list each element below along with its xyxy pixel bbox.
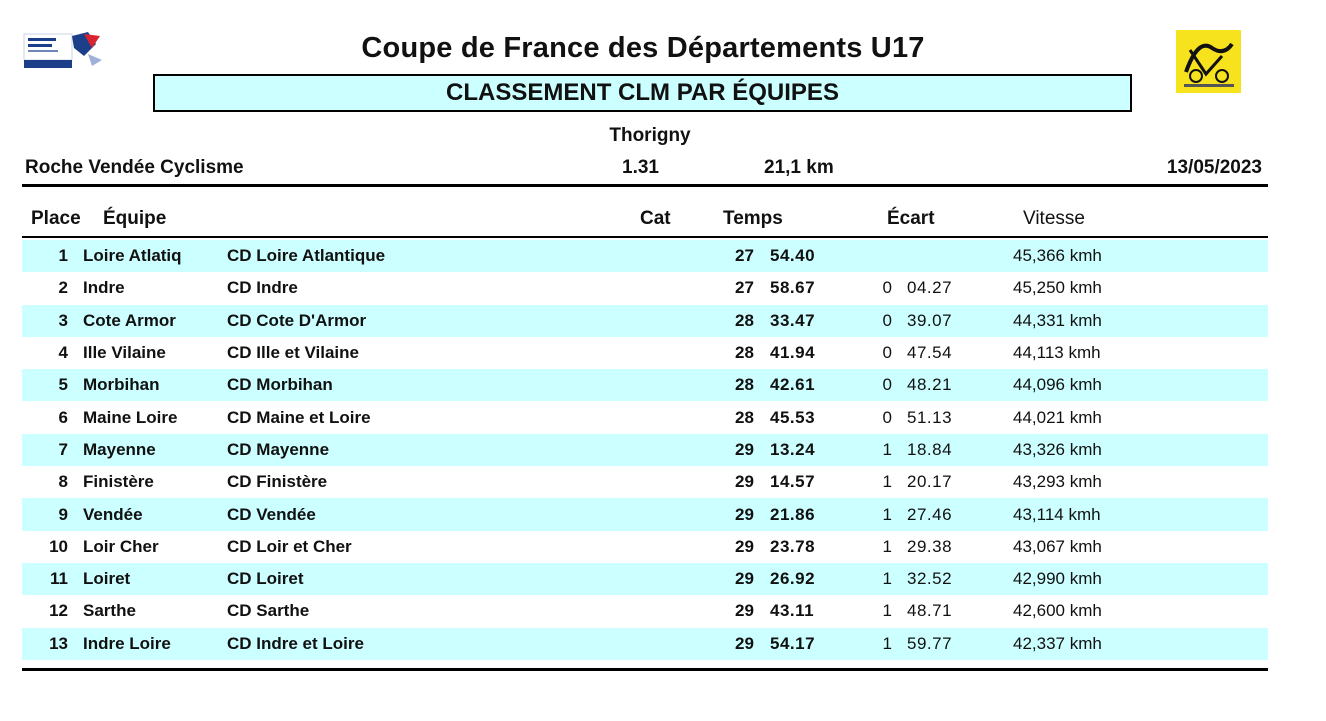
row-short-name: Ille Vilaine: [83, 343, 166, 363]
row-place: 12: [49, 601, 68, 621]
row-time-seconds: 33.47: [770, 310, 816, 330]
row-time-seconds: 54.40: [770, 246, 816, 266]
table-row: [22, 466, 1268, 498]
row-place: 11: [50, 569, 68, 589]
column-header-team: Équipe: [103, 208, 167, 229]
row-gap-seconds: 32.52: [907, 569, 953, 589]
column-header-speed: Vitesse: [1023, 208, 1085, 229]
row-time-seconds: 26.92: [770, 569, 816, 589]
row-place: 3: [58, 310, 68, 330]
row-time-minutes: 28: [735, 343, 754, 363]
row-team: CD Ille et Vilaine: [227, 343, 359, 363]
row-team: CD Indre: [227, 278, 298, 298]
row-time-seconds: 14.57: [770, 472, 816, 492]
row-gap-minutes: 1: [882, 633, 892, 653]
row-time-minutes: 29: [735, 472, 754, 492]
row-gap-minutes: 1: [882, 439, 892, 459]
table-row: [22, 401, 1268, 433]
row-team: CD Loire Atlantique: [227, 246, 386, 266]
row-speed: 45,250 kmh: [1013, 278, 1102, 298]
row-speed: 43,067 kmh: [1013, 536, 1102, 556]
row-gap-minutes: 0: [882, 375, 892, 395]
row-short-name: Loiret: [83, 569, 131, 589]
row-time-minutes: 29: [735, 601, 754, 621]
row-speed: 44,096 kmh: [1013, 375, 1102, 395]
race-date: 13/05/2023: [1166, 157, 1262, 178]
row-team: CD Maine et Loire: [227, 407, 371, 427]
table-row: [22, 595, 1268, 627]
row-speed: 44,113 kmh: [1013, 343, 1101, 363]
row-gap-minutes: 0: [882, 407, 892, 427]
row-time-seconds: 43.11: [770, 601, 815, 621]
row-team: CD Loiret: [227, 569, 304, 589]
race-coefficient: 1.31: [622, 157, 659, 178]
row-gap-minutes: 1: [882, 504, 892, 524]
table-row: [22, 240, 1268, 272]
row-time-seconds: 23.78: [770, 536, 816, 556]
row-team: CD Sarthe: [227, 601, 310, 621]
footer-divider: [22, 668, 1268, 671]
row-time-minutes: 28: [735, 375, 754, 395]
row-speed: 42,337 kmh: [1013, 633, 1102, 653]
row-time-seconds: 21.86: [770, 504, 816, 524]
row-short-name: Finistère: [83, 472, 154, 492]
row-team: CD Morbihan: [227, 375, 333, 395]
row-short-name: Indre: [83, 278, 125, 298]
row-team: CD Loir et Cher: [227, 536, 352, 556]
row-gap-minutes: 1: [882, 536, 892, 556]
row-place: 10: [49, 536, 68, 556]
row-gap-minutes: 0: [882, 278, 892, 298]
column-header-divider: [22, 236, 1268, 238]
row-time-minutes: 29: [735, 439, 754, 459]
row-time-minutes: 27: [735, 246, 754, 266]
row-place: 1: [58, 246, 68, 266]
column-header-cat: Cat: [640, 208, 671, 229]
race-distance: 21,1 km: [764, 157, 834, 178]
row-short-name: Sarthe: [83, 601, 136, 621]
row-gap-seconds: 27.46: [907, 504, 953, 524]
row-time-minutes: 28: [735, 407, 754, 427]
row-speed: 42,990 kmh: [1013, 569, 1102, 589]
row-gap-seconds: 20.17: [907, 472, 953, 492]
row-gap-seconds: 48.21: [907, 375, 953, 395]
table-row: [22, 337, 1268, 369]
row-place: 8: [58, 472, 68, 492]
row-speed: 44,331 kmh: [1013, 310, 1102, 330]
row-gap-seconds: 47.54: [907, 343, 953, 363]
row-place: 6: [58, 407, 68, 427]
row-time-seconds: 54.17: [770, 633, 816, 653]
table-row: [22, 531, 1268, 563]
row-place: 13: [49, 633, 68, 653]
table-row: [22, 434, 1268, 466]
row-team: CD Mayenne: [227, 439, 330, 459]
row-short-name: Indre Loire: [83, 633, 171, 653]
row-gap-seconds: 51.13: [907, 407, 953, 427]
row-short-name: Loir Cher: [83, 536, 159, 556]
row-speed: 45,366 kmh: [1013, 246, 1102, 266]
column-header-gap: Écart: [887, 208, 935, 229]
row-place: 7: [58, 439, 68, 459]
header-divider: [22, 184, 1268, 187]
table-row: [22, 498, 1268, 530]
row-short-name: Mayenne: [83, 439, 156, 459]
row-place: 4: [58, 343, 68, 363]
row-short-name: Cote Armor: [83, 310, 176, 330]
row-time-minutes: 29: [735, 633, 754, 653]
row-time-seconds: 13.24: [770, 439, 816, 459]
row-time-seconds: 58.67: [770, 278, 816, 298]
row-gap-seconds: 59.77: [907, 633, 953, 653]
row-speed: 42,600 kmh: [1013, 601, 1102, 621]
row-time-seconds: 45.53: [770, 407, 816, 427]
table-row: [22, 628, 1268, 660]
page-title: Coupe de France des Départements U17: [361, 32, 925, 64]
organizer-name: Roche Vendée Cyclisme: [25, 157, 244, 178]
row-gap-seconds: 04.27: [907, 278, 953, 298]
row-gap-minutes: 1: [882, 601, 892, 621]
row-time-minutes: 28: [735, 310, 754, 330]
row-team: CD Finistère: [227, 472, 328, 492]
row-place: 9: [58, 504, 68, 524]
table-row: [22, 272, 1268, 304]
row-team: CD Vendée: [227, 504, 316, 524]
row-time-minutes: 29: [735, 536, 754, 556]
column-header-place: Place: [31, 208, 81, 229]
row-speed: 44,021 kmh: [1013, 407, 1102, 427]
row-speed: 43,293 kmh: [1013, 472, 1102, 492]
row-gap-seconds: 39.07: [907, 310, 953, 330]
row-time-minutes: 27: [735, 278, 754, 298]
row-gap-minutes: 1: [882, 472, 892, 492]
row-speed: 43,326 kmh: [1013, 439, 1102, 459]
row-short-name: Maine Loire: [83, 407, 178, 427]
results-table: [22, 240, 1268, 660]
row-gap-seconds: 18.84: [907, 439, 953, 459]
row-gap-minutes: 0: [882, 310, 892, 330]
row-time-seconds: 42.61: [770, 375, 816, 395]
row-gap-seconds: 48.71: [907, 601, 953, 621]
race-location: Thorigny: [609, 125, 691, 146]
row-speed: 43,114 kmh: [1013, 504, 1101, 524]
column-header-time: Temps: [723, 208, 783, 229]
row-gap-seconds: 29.38: [907, 536, 953, 556]
row-team: CD Indre et Loire: [227, 633, 364, 653]
row-place: 2: [58, 278, 68, 298]
row-team: CD Cote D'Armor: [227, 310, 367, 330]
row-short-name: Vendée: [83, 504, 143, 524]
table-row: [22, 369, 1268, 401]
row-gap-minutes: 0: [882, 343, 892, 363]
row-time-seconds: 41.94: [770, 343, 816, 363]
row-place: 5: [58, 375, 68, 395]
classification-title: CLASSEMENT CLM PAR ÉQUIPES: [153, 74, 1132, 112]
row-gap-minutes: 1: [882, 569, 892, 589]
table-row: [22, 305, 1268, 337]
row-time-minutes: 29: [735, 504, 754, 524]
row-time-minutes: 29: [735, 569, 754, 589]
row-short-name: Morbihan: [83, 375, 160, 395]
row-short-name: Loire Atlatiq: [83, 246, 182, 266]
table-row: [22, 563, 1268, 595]
